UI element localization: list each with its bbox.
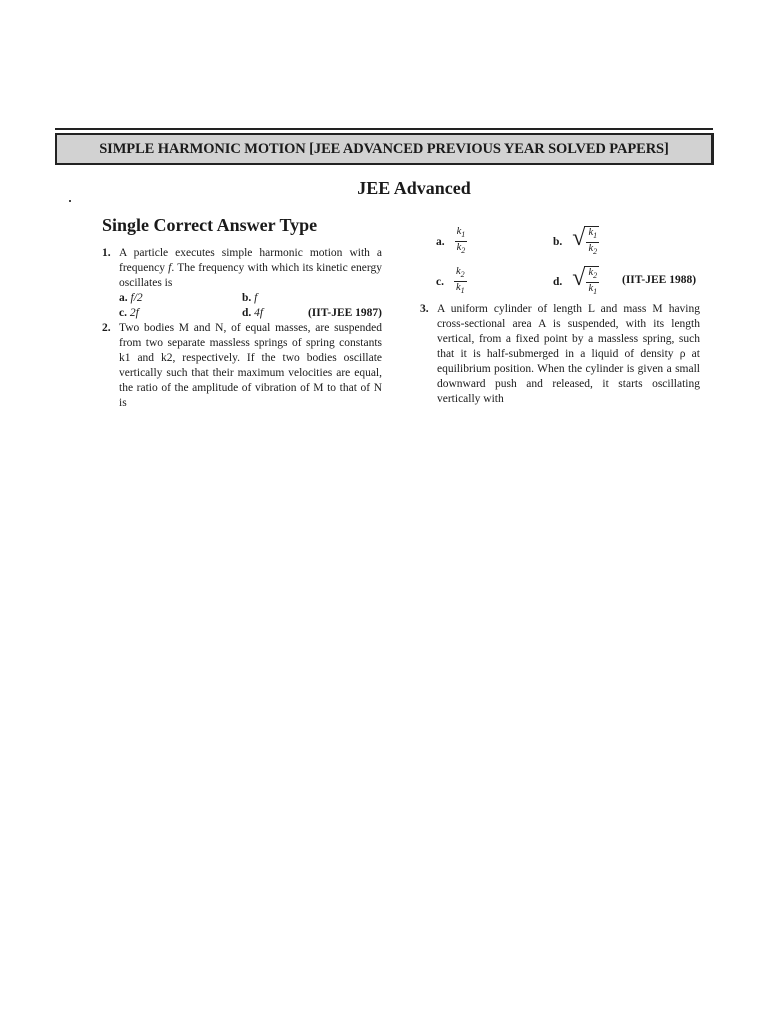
question-text: A particle executes simple harmonic motion with a frequency f. The frequency with which its kinetic energy oscillates is (119, 247, 382, 289)
question-text: A uniform cylinder of length L and mass M having cross-sectional area A is suspended, with its length vertical, from a fixed point by a massless spring, such that it is half-submerged in a liquid of density ρ at equilibrium position. When the cylinder is given a small downward push and released, it starts oscillating vertically with (437, 303, 700, 405)
option-d: d. 4f (IIT-JEE 1987) (242, 307, 382, 319)
question-2 (102, 321, 382, 411)
section-title: Single Correct Answer Type (102, 215, 318, 235)
chapter-header (55, 133, 714, 165)
header-top-rule (55, 128, 713, 130)
source-tag: (IIT-JEE 1987) (307, 307, 382, 319)
option-b: b. f (242, 292, 258, 304)
question-text: Two bodies M and N, of equal masses, are suspended from two separate massless springs of spring constants k1 and k2, respectively. If the two bodies oscillate vertically such that their maximum velocities are equal, the ratio of the amplitude of vibration of M to that of N is (119, 322, 382, 409)
q2-option-a: a. $\frac{k_1}{k_2}$ (436, 226, 466, 256)
question-number: 3. (420, 303, 429, 315)
left-column (102, 246, 382, 411)
question-1 (102, 246, 382, 291)
option-c: c. 2f (119, 307, 139, 319)
fraction: $\frac{k_2}{k_1}$ (455, 266, 465, 296)
q2-option-d: d. √ $\frac{k_2}{k_1}$ (553, 265, 598, 297)
right-column (420, 302, 700, 407)
option-a: a. f/2 (119, 292, 143, 304)
page-heading: JEE Advanced (357, 178, 471, 198)
q2-option-b: b. √ $\frac{k_1}{k_2}$ (553, 225, 598, 257)
fraction: $\frac{k_1}{k_2}$ (456, 226, 466, 256)
source-tag: (IIT-JEE 1988) (622, 274, 697, 286)
question-3 (420, 302, 700, 407)
question-number: 2. (102, 322, 111, 334)
q2-option-c: c. $\frac{k_2}{k_1}$ (436, 266, 465, 296)
question-1-options (102, 291, 382, 321)
stray-mark (69, 200, 71, 202)
chapter-title: SIMPLE HARMONIC MOTION [JEE ADVANCED PREVIOUS YEAR SOLVED PAPERS] (99, 140, 669, 157)
square-root: √ $\frac{k_1}{k_2}$ (572, 225, 598, 257)
question-number: 1. (102, 247, 111, 259)
square-root: √ $\frac{k_2}{k_1}$ (572, 265, 598, 297)
